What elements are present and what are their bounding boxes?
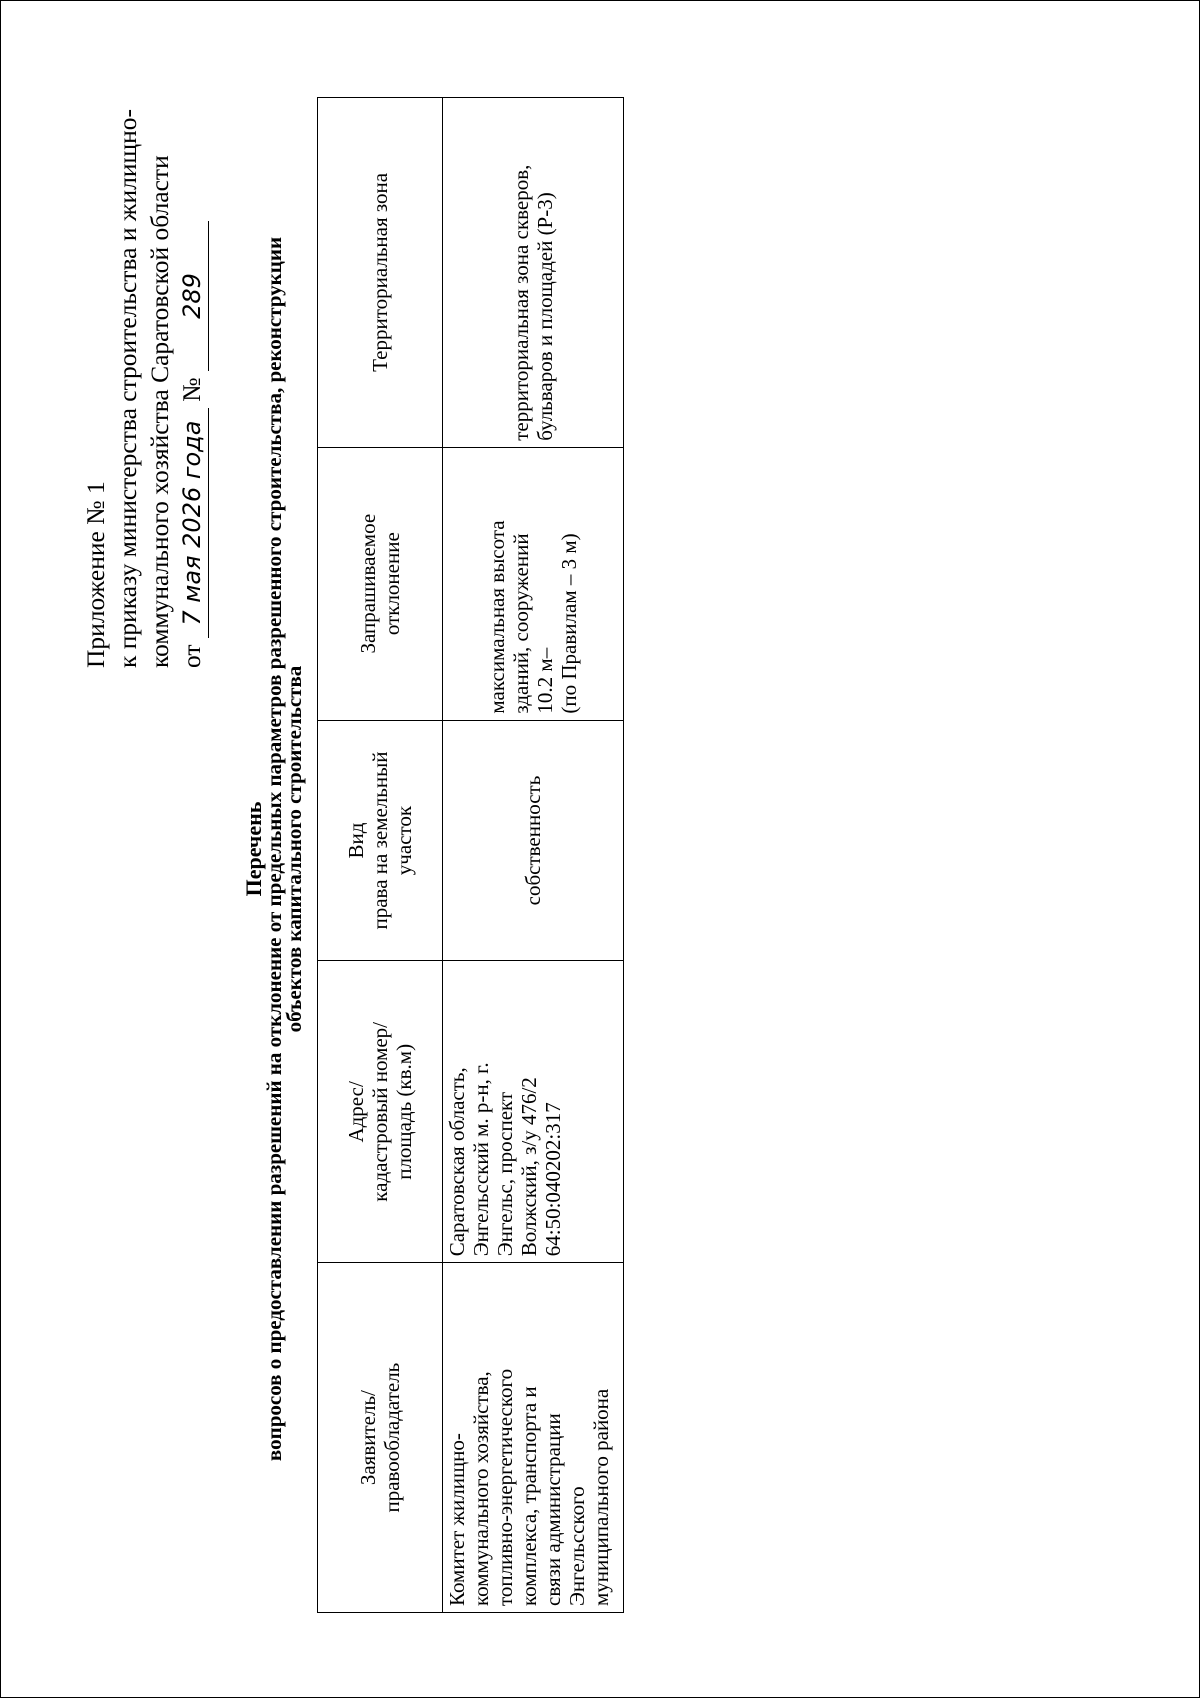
heading-line1: вопросов о предоставлении разрешений на отклонение от предельных параметров разрешенного строительства, реконструкции [262, 236, 286, 1462]
cell-requested-deviation: максимальная высота зданий, сооружений 10.2 м– (по Правилам – 3 м) [443, 447, 624, 720]
table-row [443, 98, 624, 1613]
header-requested-deviation: Запрашиваемое отклонение [318, 447, 443, 720]
appendix-block [80, 28, 209, 668]
header-address: Адрес/ кадастровый номер/ площадь (кв.м) [318, 961, 443, 1263]
number-label: № [177, 377, 206, 402]
appendix-title: Приложение № 1 [81, 481, 110, 668]
appendix-ministry-line: коммунального хозяйства Саратовской области [145, 155, 174, 668]
handwritten-number: 289 [176, 221, 209, 371]
table-header-row [318, 98, 443, 1613]
heading-title: Перечень [241, 801, 266, 897]
handwritten-date: 7 мая 2026 года [176, 408, 209, 638]
cell-applicant: Комитет жилищно- коммунального хозяйства, топливно-энергетического комплекса, транспорта и связи администрации Энгельсского муниципального района [443, 1263, 624, 1613]
appendix-order-line: к приказу министерства строительства и жилищно- [113, 108, 142, 668]
document-heading [241, 0, 306, 1698]
applications-table [317, 97, 624, 1613]
from-label: от [177, 644, 206, 668]
header-applicant: Заявитель/ правообладатель [318, 1263, 443, 1613]
cell-right-type: собственность [443, 720, 624, 961]
header-territorial-zone: Территориальная зона [318, 98, 443, 448]
cell-address: Саратовская область, Энгельсский м. р-н, г. Энгельс, проспект Волжский, з/у 476/2 64:50:040202:317 [443, 961, 624, 1263]
cell-territorial-zone: территориальная зона скверов, бульваров и площадей (Р-3) [443, 98, 624, 448]
header-right-type: Вид права на земельный участок [318, 720, 443, 961]
heading-line2: объектов капитального строительства [282, 665, 306, 1033]
appendix-date-line [176, 28, 209, 668]
